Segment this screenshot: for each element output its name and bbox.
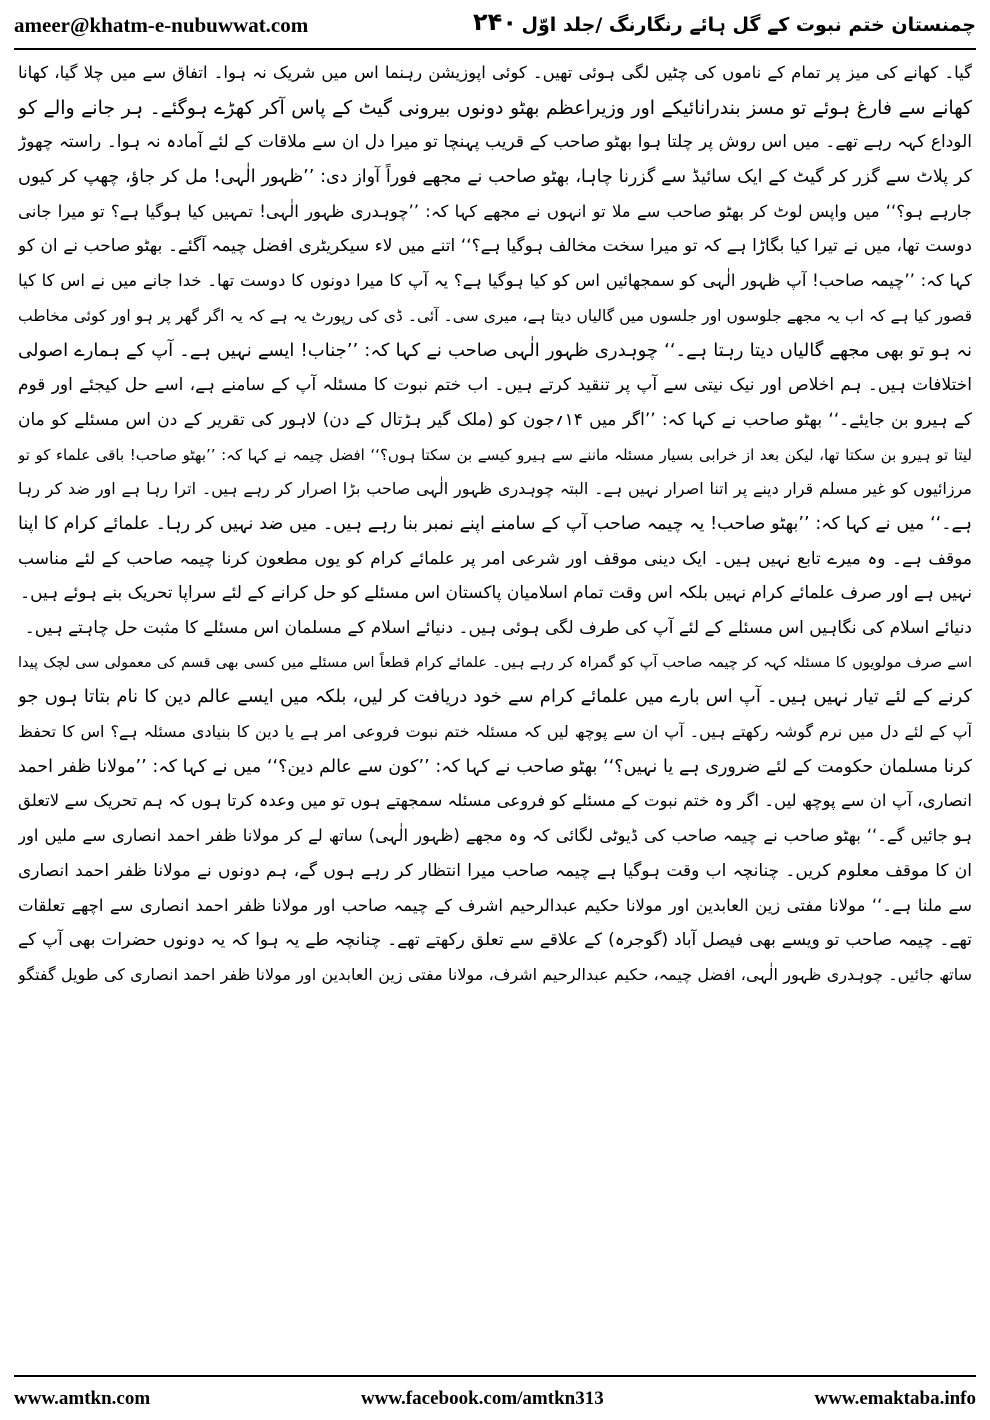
footer-link-amtkn[interactable]: www.amtkn.com: [14, 1388, 151, 1409]
text-line: دنیائے اسلام کی نگاہیں اس مسئلے کے لئے آپ کی طرف لگی ہوئی ہیں۔ دنیائے اسلام کے مسلمان اس مسئلے کا مثبت حل چاہتے ہیں۔: [24, 618, 972, 638]
page-footer: [14, 1382, 976, 1416]
text-line: دوست تھا، میں نے تیرا کیا بگاڑا ہے کہ تو میرا سخت مخالف ہوگیا ہے؟‘‘ اتنے میں لاء سیکریٹری افضل چیمہ آگئے۔ بھٹو صاحب نے ان کو: [18, 236, 972, 257]
text-line: ہے۔‘‘ میں نے کہا کہ: ’’بھٹو صاحب! یہ چیمہ صاحب آپ کے سامنے اپنے نمبر بنا رہے ہیں۔ میں ضد نہیں کر رہا۔ علمائے کرام کا اپنا: [18, 513, 972, 534]
text-line: کر پلاٹ سے گزر کر گیٹ کے ایک سائیڈ سے گزرنا چاہا، بھٹو صاحب نے مجھے فوراً آواز دی: ’’ظہور الٰہی! مل کر جاؤ، چھپ کر کیوں: [18, 167, 972, 188]
text-line: کرنے کے لئے تیار نہیں ہیں۔ آپ اس بارے میں علمائے کرام سے خود دریافت کر لیں، بلکہ میں ایسے عالم دین کا نام بتاتا ہوں جو: [18, 686, 972, 708]
text-line: ان کا موقف معلوم کریں۔ چنانچہ اب وقت ہوگیا ہے چیمہ صاحب میرا انتظار کر رہے ہوں گے، ہم دونوں نے مولانا ظفر احمد انصاری: [18, 860, 972, 881]
text-line: کھانے سے فارغ ہوئے تو مسز بندرانائیکے اور وزیراعظم بھٹو دونوں بیرونی گیٹ کے پاس آکر کھڑے ہوگئے۔ ہر جانے والے کو: [18, 96, 972, 119]
text-line: گیا۔ کھانے کی میز پر تمام کے ناموں کی چٹیں لگی ہوئی تھیں۔ کوئی اپوزیشن رہنما اس میں شریک نہ ہوا۔ اتفاق سے میں چلا گیا، کھانا: [18, 63, 972, 82]
text-line: اختلافات ہیں۔ ہم اخلاص اور نیک نیتی سے آپ پر تنقید کرتے ہیں۔ اب ختم نبوت کا مسئلہ آپ کے سامنے ہے، اسے حل کیجئے اور قوم: [18, 375, 972, 396]
text-line: نہیں ہے اور صرف علمائے کرام نہیں بلکہ اس وقت تمام اسلامیان پاکستان اس مسئلے کو حل کرانے کے لئے سراپا تحریک بنے ہوئے ہیں۔: [20, 583, 972, 604]
text-line: موقف ہے۔ وہ میرے تابع نہیں ہیں۔ ایک دینی موقف اور شرعی امر پر علمائے کرام کو یوں مطعون کرنا چیمہ صاحب کے لئے مناسب: [18, 548, 972, 569]
footer-link-facebook[interactable]: www.facebook.com/amtkn313: [360, 1388, 604, 1409]
text-line: کرنا مسلمان حکومت کے لئے ضروری ہے یا نہیں؟‘‘ بھٹو صاحب نے کہا کہ: ’’کون سے عالم دین؟‘‘ میں نے کہا کہ: ’’مولانا ظفر احمد: [18, 756, 972, 777]
page-number: ۲۴۰: [473, 8, 517, 36]
text-line: کے ہیرو بن جایئے۔‘‘ بھٹو صاحب نے کہا کہ: ’’اگر میں ۱۴؍جون کو (ملک گیر ہڑتال کے دن) لاہور کی تقریر کے دن اس مسئلے کو مان: [18, 409, 972, 430]
text-line: جارہے ہو؟‘‘ میں واپس لوٹ کر بھٹو صاحب سے ملا تو انہوں نے مجھے کہا کہ: ’’چوہدری ظہور الٰہی! تمہیں کیا ہوگیا ہے؟ تو میرا جانی: [18, 201, 972, 221]
text-line: نہ ہو تو بھی مجھے گالیاں دیتا رہتا ہے۔‘‘ چوہدری ظہور الٰہی صاحب نے کہا کہ: ’’جناب! ایسے نہیں ہے۔ آپ کے ہمارے اصولی: [18, 339, 972, 361]
footer-rule: [14, 1375, 976, 1377]
page-body: [18, 56, 972, 1372]
text-line: مرزائیوں کو غیر مسلم قرار دینے پر اتنا اصرار نہیں ہے۔ البتہ چوہدری ظہور الٰہی صاحب بڑا اصرار کر رہے ہیں۔ اترا رہا ہے اور ضد کر رہا: [18, 479, 972, 499]
text-line: ہو جائیں گے۔‘‘ بھٹو صاحب نے چیمہ صاحب کی ڈیوٹی لگائی کہ وہ مجھے (ظہور الٰہی) ساتھ لے کر مولانا ظفر احمد انصاری سے ملیں اور: [18, 826, 972, 846]
text-line: کہا کہ: ’’چیمہ صاحب! آپ ظہور الٰہی کو سمجھائیں اس کو کیا ہوگیا ہے؟ یہ آپ کا میرا دونوں کا دوست تھا۔ خدا جانے میں نے اس کا کیا: [18, 271, 972, 291]
text-line: سے ملنا ہے۔‘‘ مولانا مفتی زین العابدین اور مولانا حکیم عبدالرحیم اشرف کے چیمہ صاحب اور مولانا ظفر احمد انصاری سے اچھے تعلقات: [18, 895, 972, 915]
text-line: لیتا تو ہیرو بن سکتا تھا، لیکن بعد از خرابی بسیار مسئلہ ماننے سے ہیرو کیسے بن سکتا ہوں؟‘‘ افضل چیمہ نے کہا کہ: ’’بھٹو صاحب! باقی علماء کو تو: [18, 445, 972, 464]
text-line: اسے صرف مولویوں کا مسئلہ کہہ کر چیمہ صاحب آپ کو گمراہ کر رہے ہیں۔ علمائے کرام قطعاً اس مسئلے میں کسی بھی قسم کی معمولی سی لچک پیدا: [18, 654, 972, 671]
text-line: الوداع کہہ رہے تھے۔ میں اس روش پر چلتا ہوا بھٹو صاحب کے قریب پہنچا تو میرا دل ان سے ملاقات کے لئے آمادہ نہ ہوا۔ راستہ چھوڑ: [18, 132, 972, 153]
page-header: [14, 6, 976, 44]
text-line: آپ کے لئے دل میں نرم گوشہ رکھتے ہیں۔ آپ ان سے پوچھ لیں کہ مسئلہ ختم نبوت فروعی امر ہے یا دین کا بنیادی مسئلہ ہے؟ اس کا تحفظ: [18, 722, 972, 742]
text-line: قصور کیا ہے کہ اب یہ مجھے جلوسوں اور جلسوں میں گالیاں دیتا ہے، میری سی۔ آئی۔ ڈی کی رپورٹ یہ ہے کہ یہ اگر گھر پر ہو اور کوئی مخاطب: [18, 306, 972, 325]
text-line: تھے۔ چیمہ صاحب تو ویسے بھی فیصل آباد (گوجرہ) کے علاقے سے تعلق رکھتے تھے۔ چنانچہ طے یہ ہوا کہ یہ دونوں حضرات بھی آپ کے: [18, 930, 972, 951]
book-title: چمنستان ختم نبوت کے گل ہائے رنگارنگ /جلد اوّل: [521, 14, 976, 36]
header-rule: [14, 48, 976, 50]
text-line: انصاری، آپ ان سے پوچھ لیں۔ اگر وہ ختم نبوت کے مسئلے کو فروعی مسئلہ سمجھتے ہوں تو میں وعدہ کرتا ہوں کہ ہم تحریک سے لاتعلق: [18, 791, 972, 811]
text-line: ساتھ جائیں۔ چوہدری ظہور الٰہی، افضل چیمہ، حکیم عبدالرحیم اشرف، مولانا مفتی زین العابدین اور مولانا ظفر احمد انصاری کی طویل گفتگو: [18, 964, 972, 984]
header-email: ameer@khatm-e-nubuwwat.com: [14, 12, 309, 37]
footer-link-emaktaba[interactable]: www.emaktaba.info: [814, 1388, 976, 1409]
